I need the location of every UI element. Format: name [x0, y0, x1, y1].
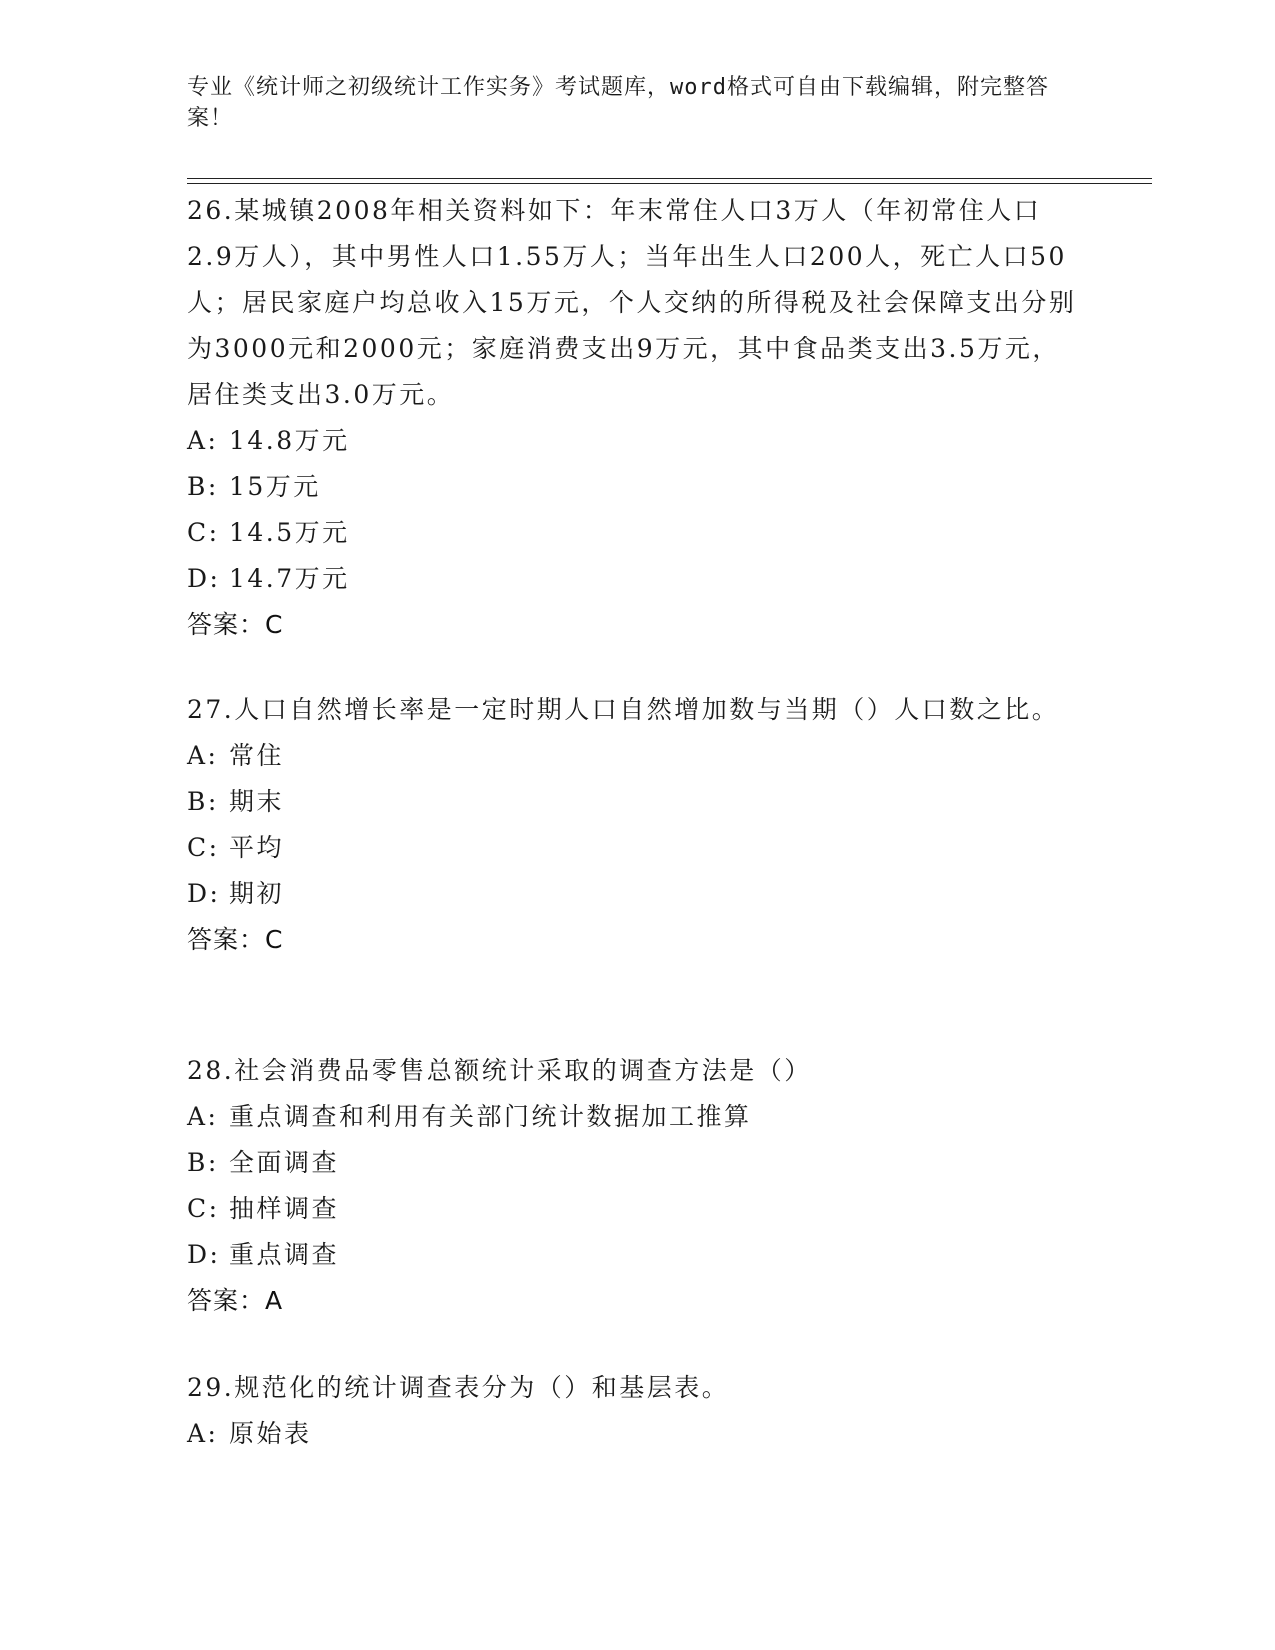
option-b: [187, 464, 1077, 510]
answer-label: 答案：C: [187, 925, 284, 954]
question-stem: 26.某城镇2008年相关资料如下：年末常住人口3万人（年初常住人口2.9万人），其中男性人口1.55万人；当年出生人口200人，死亡人口50人；居民家庭户均总收入15万元，个人交纳的所得税及社会保障支出分别为3000元和2000元；家庭消费支出9万元，其中食品类支出3.5万元，居住类支出3.0万元。: [187, 196, 1077, 409]
option-a: [187, 1411, 1077, 1457]
question-29: [187, 1365, 1077, 1457]
option-key: C:: [187, 1194, 220, 1223]
option-d: [187, 556, 1077, 602]
header-divider-bottom: [187, 183, 1152, 184]
answer-label: 答案：C: [187, 610, 284, 639]
option-a: [187, 733, 1077, 779]
option-d: [187, 871, 1077, 917]
document-header: 专业《统计师之初级统计工作实务》考试题库，word格式可自由下载编辑，附完整答案！: [187, 75, 1049, 131]
option-d: [187, 1232, 1077, 1278]
option-c: [187, 825, 1077, 871]
question-stem: 27.人口自然增长率是一定时期人口自然增加数与当期（）人口数之比。: [187, 695, 1060, 724]
question-27: [187, 687, 1077, 963]
option-key: B:: [187, 472, 219, 501]
header-divider-top: [187, 178, 1152, 179]
option-c: [187, 510, 1077, 556]
question-stem: 28.社会消费品零售总额统计采取的调查方法是（）: [187, 1056, 812, 1085]
option-text: 期初: [229, 879, 285, 908]
question-26: [187, 188, 1077, 648]
option-text: 重点调查和利用有关部门统计数据加工推算: [229, 1102, 752, 1131]
option-key: D:: [187, 879, 221, 908]
option-text: 全面调查: [229, 1148, 340, 1177]
option-a: [187, 418, 1077, 464]
option-key: C:: [187, 518, 220, 547]
option-a: [187, 1094, 1077, 1140]
option-text: 15万元: [229, 472, 321, 501]
option-text: 抽样调查: [229, 1194, 340, 1223]
option-key: C:: [187, 833, 220, 862]
option-key: A:: [187, 1102, 219, 1131]
option-key: A:: [187, 1419, 219, 1448]
option-key: D:: [187, 564, 221, 593]
option-key: B:: [187, 787, 219, 816]
option-text: 14.7万元: [229, 564, 350, 593]
option-b: [187, 779, 1077, 825]
question-stem: 29.规范化的统计调查表分为（）和基层表。: [187, 1373, 730, 1402]
question-28: [187, 1048, 1077, 1324]
option-key: A:: [187, 741, 219, 770]
option-text: 14.5万元: [229, 518, 350, 547]
option-text: 期末: [229, 787, 285, 816]
option-b: [187, 1140, 1077, 1186]
option-key: D:: [187, 1240, 221, 1269]
option-c: [187, 1186, 1077, 1232]
option-text: 重点调查: [229, 1240, 340, 1269]
option-text: 14.8万元: [229, 426, 350, 455]
option-key: A:: [187, 426, 219, 455]
option-text: 常住: [229, 741, 285, 770]
answer-label: 答案：A: [187, 1286, 284, 1315]
option-text: 平均: [229, 833, 285, 862]
option-text: 原始表: [229, 1419, 312, 1448]
option-key: B:: [187, 1148, 219, 1177]
